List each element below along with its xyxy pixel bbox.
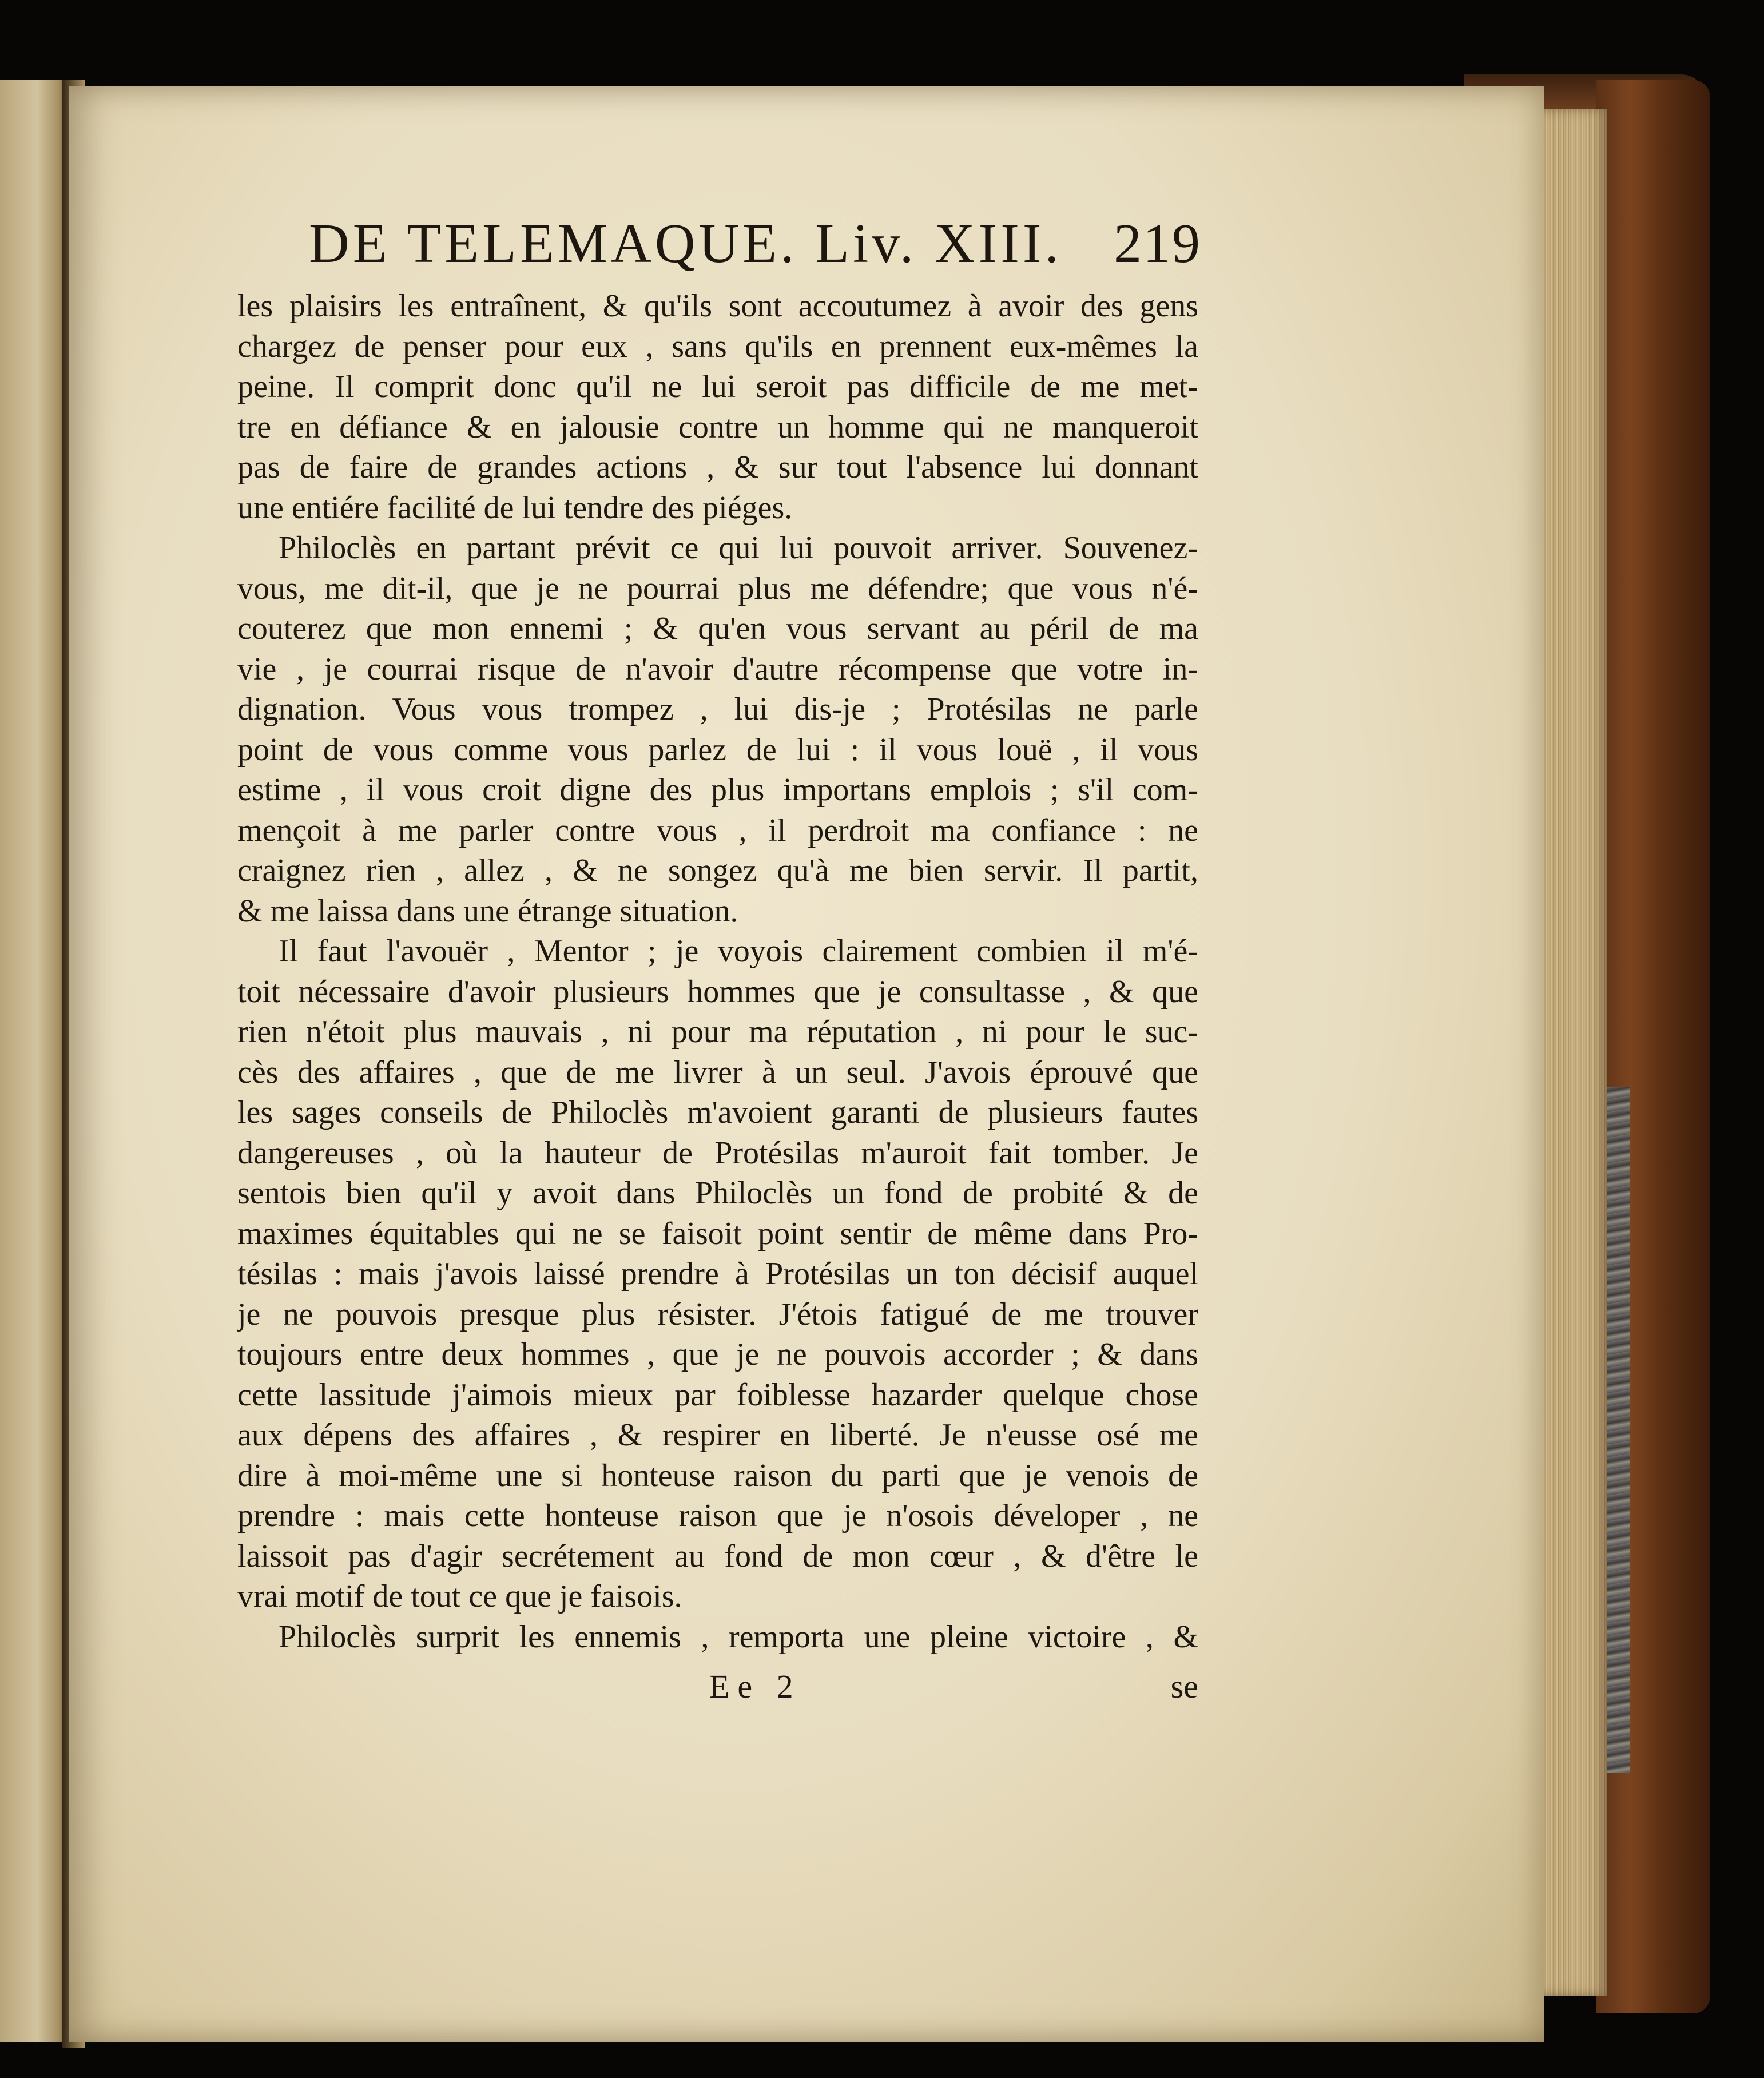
text-line: tésilas : mais j'avois laissé prendre à Protésilas un ton décisif auquel <box>237 1256 1198 1292</box>
page-number: 219 <box>1114 213 1201 275</box>
text-line: laissoit pas d'agir secrétement au fond de mon cœur , & d'être le <box>237 1538 1198 1574</box>
text-line: prendre : mais cette honteuse raison que je n'osois déveloper , ne <box>237 1498 1198 1533</box>
text-line: cette lassitude j'aimois mieux par foiblesse hazarder quelque chose <box>237 1377 1198 1413</box>
text-line: toujours entre deux hommes , que je ne pouvois accorder ; & dans <box>237 1337 1198 1372</box>
text-line: une entiére facilité de lui tendre des piéges. <box>237 490 793 526</box>
text-line: vrai motif de tout ce que je faisois. <box>237 1579 682 1614</box>
text-line: dignation. Vous vous trompez , lui dis-je ; Protésilas ne parle <box>237 692 1198 727</box>
text-line: tre en défiance & en jalousie contre un homme qui ne manqueroit <box>237 409 1198 445</box>
text-line: estime , il vous croit digne des plus importans emplois ; s'il com- <box>237 772 1198 808</box>
left-facing-page <box>0 80 67 2042</box>
text-line: peine. Il comprit donc qu'il ne lui seroit pas difficile de me met- <box>237 369 1198 404</box>
text-line: mençoit à me parler contre vous , il perdroit ma confiance : ne <box>237 812 1198 848</box>
text-line: & me laissa dans une étrange situation. <box>237 893 738 929</box>
text-line: je ne pouvois presque plus résister. J'étois fatigué de me trouver <box>237 1296 1198 1332</box>
text-line: chargez de penser pour eux , sans qu'ils en prennent eux-mêmes la <box>237 328 1198 364</box>
body-text <box>237 286 1198 1657</box>
text-line: Philoclès en partant prévit ce qui lui pouvoit arriver. Souvenez- <box>279 530 1198 566</box>
text-line: rien n'étoit plus mauvais , ni pour ma réputation , ni pour le suc- <box>237 1014 1198 1050</box>
text-line: les plaisirs les entraînent, & qu'ils sont accoutumez à avoir des gens <box>237 288 1198 324</box>
text-line: pas de faire de grandes actions , & sur tout l'absence lui donnant <box>237 450 1198 485</box>
text-line: Il faut l'avouër , Mentor ; je voyois clairement combien il m'é- <box>279 933 1198 969</box>
text-line: aux dépens des affaires , & respirer en liberté. Je n'eusse osé me <box>237 1417 1198 1453</box>
text-line: couterez que mon ennemi ; & qu'en vous servant au péril de ma <box>237 611 1198 646</box>
text-line: vous, me dit-il, que je ne pourrai plus me défendre; que vous n'é- <box>237 570 1198 606</box>
text-line: craignez rien , allez , & ne songez qu'à me bien servir. Il partit, <box>237 853 1198 888</box>
text-line: dire à moi-même une si honteuse raison du parti que je venois de <box>237 1457 1198 1493</box>
text-line: maximes équitables qui ne se faisoit point sentir de même dans Pro- <box>237 1215 1198 1251</box>
page-footer <box>237 1667 1198 1713</box>
text-line: cès des affaires , que de me livrer à un seul. J'avois éprouvé que <box>237 1054 1198 1090</box>
text-line: point de vous comme vous parlez de lui : il vous louë , il vous <box>237 732 1198 768</box>
catchword: se <box>1170 1668 1198 1705</box>
text-line: les sages conseils de Philoclès m'avoient garanti de plusieurs fautes <box>237 1095 1198 1130</box>
marbled-endpaper <box>1607 1087 1630 1773</box>
text-line: sentois bien qu'il y avoit dans Philoclès un fond de probité & de <box>237 1175 1198 1211</box>
running-head: DE TELEMAQUE. Liv. XIII. <box>309 213 1063 275</box>
text-line: dangereuses , où la hauteur de Protésilas m'auroit fait tomber. Je <box>237 1135 1198 1171</box>
text-line: Philoclès surprit les ennemis , remporta une pleine victoire , & <box>279 1619 1198 1655</box>
text-line: vie , je courrai risque de n'avoir d'autre récompense que votre in- <box>237 651 1198 687</box>
text-line: toit nécessaire d'avoir plusieurs hommes que je consultasse , & que <box>237 974 1198 1010</box>
page-header <box>309 212 1201 292</box>
signature-mark: Ee 2 <box>709 1668 801 1705</box>
